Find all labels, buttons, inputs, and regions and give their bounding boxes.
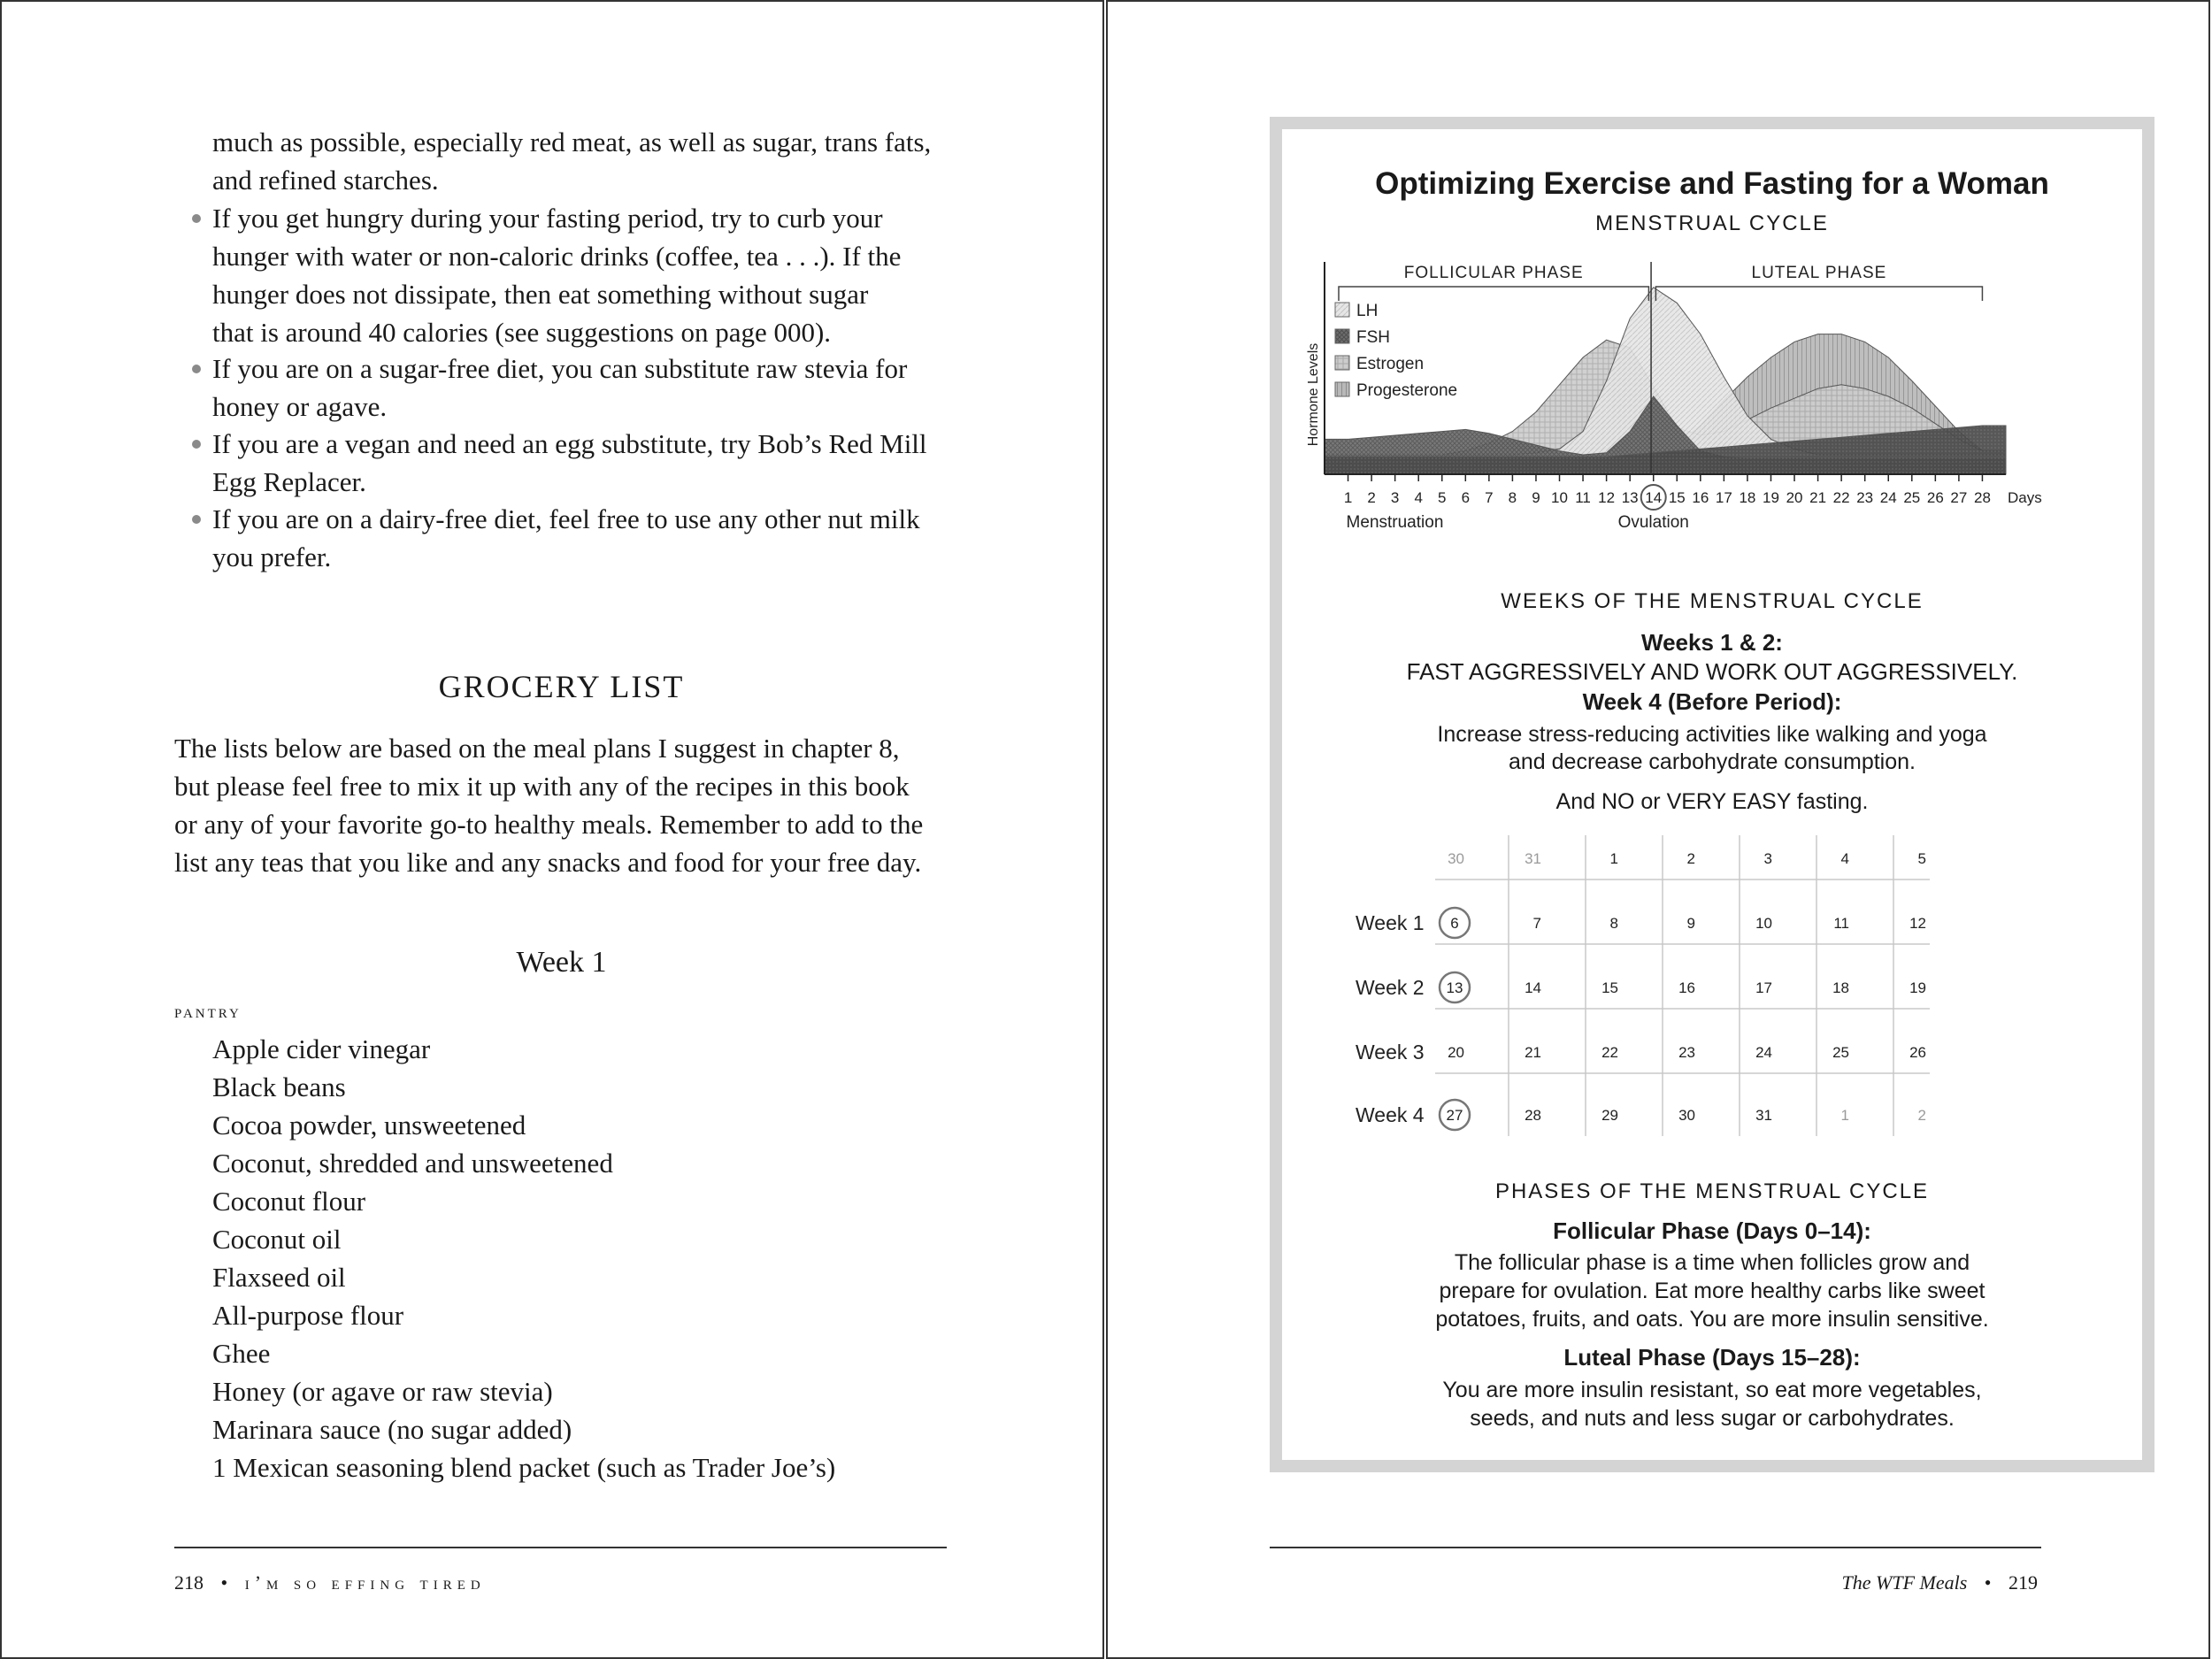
- x-tick-label: 8: [1508, 489, 1517, 506]
- calendar-day: 19: [1909, 979, 1926, 996]
- calendar-day: 2: [1917, 1107, 1926, 1124]
- pantry-item: Cocoa powder, unsweetened: [212, 1110, 526, 1141]
- calendar-day: 24: [1755, 1044, 1772, 1061]
- calendar-day: 18: [1832, 979, 1849, 996]
- weeks-1-2-title: Weeks 1 & 2:: [1641, 629, 1783, 656]
- page-number: 218: [174, 1571, 204, 1594]
- bullet-dot: [192, 214, 201, 223]
- bullet-3-line-1: If you are a vegan and need an egg substitute, try Bob’s Red Mill: [212, 428, 927, 459]
- x-tick-label: 1: [1343, 489, 1353, 506]
- calendar-day: 30: [1678, 1107, 1695, 1124]
- bullet-dot: [192, 515, 201, 524]
- calendar-day: 5: [1917, 850, 1926, 867]
- x-tick-label: 18: [1739, 489, 1756, 506]
- pantry-item: Coconut, shredded and unsweetened: [212, 1148, 613, 1179]
- bullet-2-line-2: honey or agave.: [212, 391, 388, 422]
- x-tick-label: 14: [1645, 489, 1663, 506]
- ovulation-annotation: Ovulation: [1617, 513, 1689, 532]
- calendar-day: 23: [1678, 1044, 1695, 1061]
- week-1-heading: Week 1: [516, 946, 607, 979]
- bullet-4-line-2: you prefer.: [212, 541, 332, 572]
- pantry-item: 1 Mexican seasoning blend packet (such as Trader Joe’s): [212, 1452, 836, 1483]
- x-tick-label: 5: [1438, 489, 1447, 506]
- bullet-1-line-2: hunger with water or non-caloric drinks (coffee, tea . . .). If the: [212, 241, 902, 272]
- bullet-2-line-1: If you are on a sugar-free diet, you can substitute raw stevia for: [212, 353, 908, 384]
- intro-paragraph: [174, 729, 953, 881]
- x-tick-label: 25: [1903, 489, 1921, 506]
- x-tick-label: 19: [1763, 489, 1779, 506]
- book-title: i’m so effing tired: [244, 1571, 486, 1594]
- week-4-line-2: and decrease carbohydrate consumption.: [1508, 749, 1916, 774]
- card-title: Optimizing Exercise and Fasting for a Woman: [1375, 166, 2049, 201]
- week-row-label: Week 3: [1356, 1041, 1425, 1064]
- phases-heading: PHASES OF THE MENSTRUAL CYCLE: [1494, 1179, 1930, 1203]
- luteal-title: Luteal Phase (Days 15–28):: [1563, 1344, 1861, 1371]
- calendar-day: 17: [1755, 979, 1772, 996]
- legend-swatch: [1335, 382, 1349, 396]
- page-number: 219: [2008, 1571, 2038, 1594]
- footer-rule: [174, 1547, 947, 1548]
- bullet-3-line-2: Egg Replacer.: [212, 466, 366, 497]
- x-tick-label: 6: [1461, 489, 1471, 506]
- y-axis-label: Hormone Levels: [1306, 342, 1321, 447]
- bullet-dot: [192, 365, 201, 373]
- pantry-item: Marinara sauce (no sugar added): [212, 1414, 572, 1445]
- calendar-day: 2: [1686, 850, 1695, 867]
- pantry-item: Black beans: [212, 1071, 346, 1102]
- x-tick-label: 20: [1786, 489, 1803, 506]
- x-tick-label: 2: [1367, 489, 1376, 506]
- x-tick-label: 24: [1879, 489, 1897, 506]
- info-card: [1270, 117, 2154, 1472]
- x-tick-label: 22: [1832, 489, 1850, 506]
- calendar-day: 13: [1446, 979, 1463, 996]
- calendar-day: 15: [1601, 979, 1618, 996]
- calendar-day: 16: [1678, 979, 1695, 996]
- weeks-heading: WEEKS OF THE MENSTRUAL CYCLE: [1501, 589, 1924, 613]
- calendar-day: 27: [1446, 1107, 1463, 1124]
- x-tick-label: 13: [1621, 489, 1639, 506]
- continued-line-1: much as possible, especially red meat, as well as sugar, trans fats,: [212, 127, 932, 157]
- right-footer: [1842, 1571, 2038, 1594]
- menstrual-cycle-chart: [1282, 244, 2142, 532]
- week-4-line-1: Increase stress-reducing activities like walking and yoga: [1437, 722, 1987, 747]
- pantry-item: Honey (or agave or raw stevia): [212, 1376, 553, 1407]
- calendar-day: 6: [1450, 915, 1459, 932]
- right-page: [1106, 0, 2210, 1659]
- week-4-extra: And NO or VERY EASY fasting.: [1555, 789, 1869, 814]
- bullet-1-line-4: that is around 40 calories (see suggestions on page 000).: [212, 317, 832, 348]
- x-tick-label: 17: [1715, 489, 1732, 506]
- x-end-label: Days: [2008, 489, 2042, 506]
- calendar-day: 7: [1532, 915, 1541, 932]
- follicular-line-1: The follicular phase is a time when follicles grow and: [1454, 1250, 1970, 1275]
- calendar-day: 22: [1601, 1044, 1618, 1061]
- footer-separator: •: [220, 1571, 228, 1594]
- intro-line: The lists below are based on the meal plans I suggest in chapter 8,: [174, 733, 900, 764]
- x-tick-label: 9: [1532, 489, 1540, 506]
- pantry-item: Coconut oil: [212, 1224, 342, 1255]
- bullet-1-line-3: hunger does not dissipate, then eat something without sugar: [212, 279, 869, 310]
- legend-label: Estrogen: [1356, 355, 1425, 373]
- info-card-inner: [1282, 129, 2142, 1460]
- legend-swatch: [1335, 303, 1349, 317]
- pantry-item: Apple cider vinegar: [212, 1033, 431, 1064]
- x-tick-label: 7: [1485, 489, 1494, 506]
- calendar-day: 28: [1525, 1107, 1541, 1124]
- legend-swatch: [1335, 329, 1349, 343]
- pantry-item: Flaxseed oil: [212, 1262, 346, 1293]
- calendar-day: 9: [1686, 915, 1695, 932]
- calendar-day: 14: [1525, 979, 1541, 996]
- cycle-heading: MENSTRUAL CYCLE: [1595, 211, 1829, 235]
- x-tick-label: 21: [1809, 489, 1827, 506]
- x-tick-label: 27: [1950, 489, 1968, 506]
- calendar-day: 3: [1763, 850, 1772, 867]
- phase-bracket: [1655, 287, 1982, 301]
- week-row-label: Week 2: [1356, 976, 1425, 999]
- x-tick-label: 10: [1551, 489, 1568, 506]
- calendar-day: 8: [1609, 915, 1618, 932]
- x-tick-label: 11: [1575, 489, 1591, 506]
- x-tick-label: 12: [1598, 489, 1616, 506]
- week-row-label: Week 1: [1356, 911, 1425, 934]
- pantry-label: pantry: [174, 1000, 242, 1022]
- x-tick-label: 3: [1390, 489, 1400, 506]
- calendar-day: 20: [1448, 1044, 1464, 1061]
- calendar-day: 30: [1448, 850, 1464, 867]
- pantry-item: Coconut flour: [212, 1186, 366, 1217]
- calendar-day: 21: [1525, 1044, 1541, 1061]
- legend-label: FSH: [1356, 328, 1390, 347]
- legend-swatch: [1335, 356, 1349, 370]
- phase-label: LUTEAL PHASE: [1751, 264, 1887, 282]
- follicular-line-3: potatoes, fruits, and oats. You are more insulin sensitive.: [1435, 1307, 1989, 1332]
- x-tick-label: 4: [1414, 489, 1423, 506]
- x-tick-label: 16: [1692, 489, 1709, 506]
- running-title: The WTF Meals: [1841, 1571, 1968, 1594]
- phase-label: FOLLICULAR PHASE: [1403, 264, 1584, 282]
- calendar-day: 4: [1840, 850, 1849, 867]
- intro-line: or any of your favorite go-to healthy meals. Remember to add to the: [174, 809, 924, 840]
- weeks-1-2-text: FAST AGGRESSIVELY AND WORK OUT AGGRESSIVELY.: [1406, 658, 2018, 685]
- calendar-day: 31: [1525, 850, 1541, 867]
- pantry-item: Ghee: [212, 1338, 271, 1369]
- week-row-label: Week 4: [1356, 1103, 1425, 1126]
- follicular-line-2: prepare for ovulation. Eat more healthy carbs like sweet: [1439, 1279, 1985, 1303]
- calendar-day: 29: [1601, 1107, 1618, 1124]
- cycle-calendar: [1282, 828, 2142, 1147]
- left-page: [0, 0, 1104, 1659]
- week-4-title: Week 4 (Before Period):: [1582, 688, 1842, 715]
- menstruation-annotation: Menstruation: [1346, 513, 1444, 532]
- calendar-day: 10: [1755, 915, 1772, 932]
- pantry-item: All-purpose flour: [212, 1300, 404, 1331]
- legend-label: Progesterone: [1356, 381, 1458, 400]
- calendar-day: 1: [1840, 1107, 1849, 1124]
- phase-bracket: [1339, 287, 1648, 301]
- calendar-day: 25: [1832, 1044, 1849, 1061]
- x-tick-label: 26: [1926, 489, 1944, 506]
- luteal-line-1: You are more insulin resistant, so eat more vegetables,: [1442, 1378, 1982, 1402]
- calendar-day: 31: [1755, 1107, 1772, 1124]
- luteal-line-2: seeds, and nuts and less sugar or carbohydrates.: [1470, 1406, 1955, 1431]
- x-tick-label: 15: [1668, 489, 1686, 506]
- calendar-day: 26: [1909, 1044, 1926, 1061]
- calendar-day: 11: [1833, 915, 1849, 932]
- calendar-day: 1: [1609, 850, 1618, 867]
- calendar-day: 12: [1909, 915, 1926, 932]
- bullet-dot: [192, 440, 201, 449]
- left-footer: [174, 1571, 486, 1594]
- x-tick-label: 23: [1856, 489, 1874, 506]
- intro-line: but please feel free to mix it up with any of the recipes in this book: [174, 771, 910, 802]
- intro-line: list any teas that you like and any snacks and food for your free day.: [174, 847, 922, 878]
- grocery-list-heading: GROCERY LIST: [438, 669, 685, 704]
- x-tick-label: 28: [1973, 489, 1991, 506]
- footer-rule: [1270, 1547, 2041, 1548]
- continued-line-2: and refined starches.: [212, 165, 439, 196]
- legend-label: LH: [1356, 302, 1379, 320]
- follicular-title: Follicular Phase (Days 0–14):: [1553, 1217, 1871, 1244]
- footer-separator: •: [1984, 1571, 1992, 1594]
- bullet-1-line-1: If you get hungry during your fasting period, try to curb your: [212, 203, 883, 234]
- bullet-4-line-1: If you are on a dairy-free diet, feel free to use any other nut milk: [212, 503, 920, 534]
